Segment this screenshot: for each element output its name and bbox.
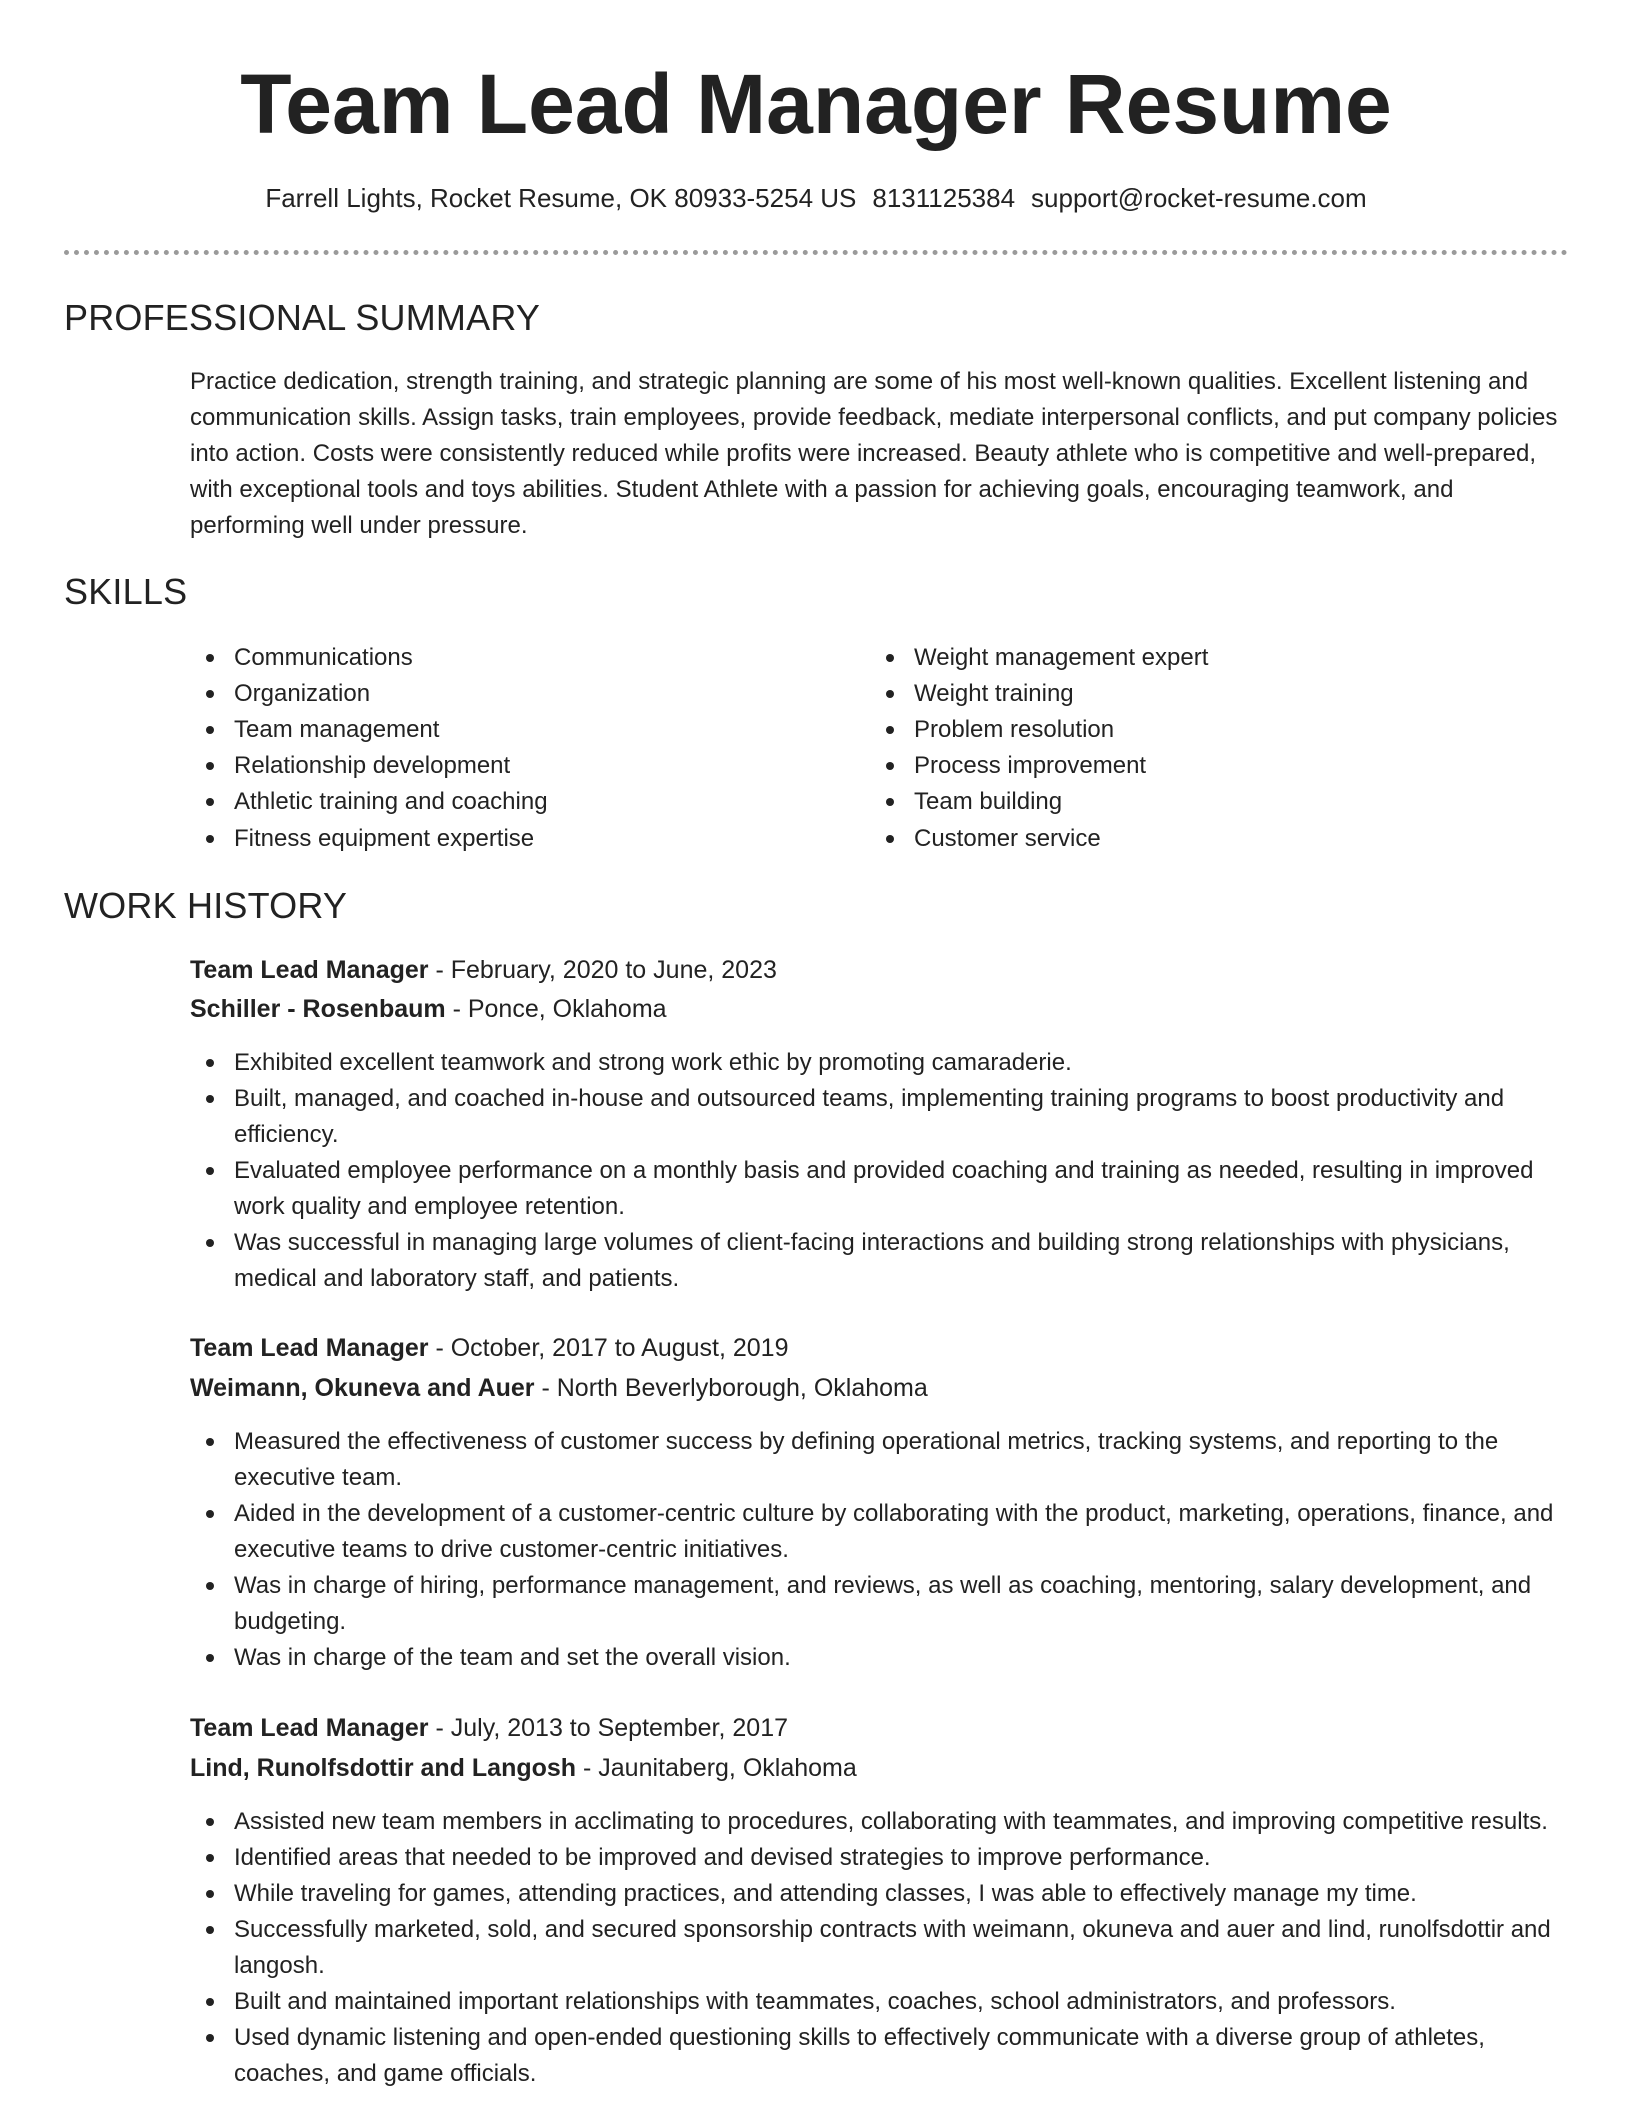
job-bullet: Was in charge of the team and set the overall vision. <box>190 1640 1570 1676</box>
skills-heading: SKILLS <box>64 571 188 612</box>
job-bullet: Was in charge of hiring, performance management, and reviews, as well as coaching, mentoring, salary development, and budgeting. <box>190 1568 1570 1640</box>
job-location: - Ponce, Oklahoma <box>445 995 667 1023</box>
job-location: - North Beverlyborough, Oklahoma <box>534 1374 928 1402</box>
contact-address: Farrell Lights, Rocket Resume, OK 80933-5254 US <box>265 183 857 213</box>
contact-phone: 8131125384 <box>872 183 1016 213</box>
job-bullet: Measured the effectiveness of customer success by defining operational metrics, tracking systems, and reporting to the executive team. <box>190 1424 1570 1496</box>
job-title-line <box>190 1710 788 1746</box>
job-company: Weimann, Okuneva and Auer <box>190 1374 535 1402</box>
job-bullet: While traveling for games, attending practices, and attending classes, I was able to effectively manage my time. <box>190 1876 1570 1912</box>
contact-email: support@rocket-resume.com <box>1031 183 1367 213</box>
job-company-line <box>190 1370 928 1406</box>
job-dates: - July, 2013 to September, 2017 <box>428 1714 789 1742</box>
skill-item: Organization <box>190 676 810 712</box>
job-bullets <box>190 1045 1570 1297</box>
job-bullet: Assisted new team members in acclimating to procedures, collaborating with teammates, and improving competitive results. <box>190 1804 1570 1840</box>
job-bullet: Successfully marketed, sold, and secured sponsorship contracts with weimann, okuneva and auer and lind, runolfsdottir and langosh. <box>190 1912 1570 1984</box>
job-company-line <box>190 991 667 1027</box>
job-bullet: Built, managed, and coached in-house and outsourced teams, implementing training programs to boost productivity and efficiency. <box>190 1081 1570 1153</box>
job-location: - Jaunitaberg, Oklahoma <box>576 1754 857 1782</box>
header-divider <box>64 250 1568 255</box>
job-bullets <box>190 1804 1570 2092</box>
skills-list-right <box>870 640 1490 857</box>
job-bullet: Built and maintained important relationships with teammates, coaches, school administrators, and professors. <box>190 1984 1570 2020</box>
contact-line <box>0 180 1632 216</box>
job-title: Team Lead Manager <box>190 1334 429 1362</box>
skill-item: Problem resolution <box>870 712 1490 748</box>
job-bullet: Aided in the development of a customer-centric culture by collaborating with the product, marketing, operations, finance, and executive teams to drive customer-centric initiatives. <box>190 1496 1570 1568</box>
job-company: Schiller - Rosenbaum <box>190 995 446 1023</box>
job-dates: - October, 2017 to August, 2019 <box>428 1334 789 1362</box>
skill-item: Weight training <box>870 676 1490 712</box>
work-heading: WORK HISTORY <box>64 885 348 926</box>
skill-item: Customer service <box>870 821 1490 857</box>
skill-item: Fitness equipment expertise <box>190 821 810 857</box>
skill-item: Process improvement <box>870 748 1490 784</box>
job-bullet: Used dynamic listening and open-ended questioning skills to effectively communicate with a diverse group of athletes, coaches, and game officials. <box>190 2020 1570 2092</box>
skill-item: Relationship development <box>190 748 810 784</box>
job-dates: - February, 2020 to June, 2023 <box>428 956 777 984</box>
job-title-line <box>190 952 777 988</box>
job-title: Team Lead Manager <box>190 1714 429 1742</box>
skill-item: Team management <box>190 712 810 748</box>
summary-heading: PROFESSIONAL SUMMARY <box>64 297 541 338</box>
resume-title: Team Lead Manager Resume <box>240 57 1392 151</box>
job-bullets <box>190 1424 1570 1676</box>
skill-item: Team building <box>870 784 1490 820</box>
job-company-line <box>190 1750 857 1786</box>
job-company: Lind, Runolfsdottir and Langosh <box>190 1754 577 1782</box>
skill-item: Weight management expert <box>870 640 1490 676</box>
skill-item: Communications <box>190 640 810 676</box>
summary-text: Practice dedication, strength training, and strategic planning are some of his most well-known qualities. Excellent listening and communication skills. Assign tasks, train employees, provide feedback, mediate interpersonal conflicts, and put company policies into action. Costs were consistently reduced while profits were increased. Beauty athlete who is competitive and well-prepared, with exceptional tools and toys abilities. Student Athlete with a passion for achieving goals, encouraging teamwork, and performing well under pressure. <box>190 368 1558 539</box>
job-title: Team Lead Manager <box>190 956 429 984</box>
job-bullet: Evaluated employee performance on a monthly basis and provided coaching and training as needed, resulting in improved work quality and employee retention. <box>190 1153 1570 1225</box>
skill-item: Athletic training and coaching <box>190 784 810 820</box>
job-bullet: Identified areas that needed to be improved and devised strategies to improve performance. <box>190 1840 1570 1876</box>
job-bullet: Exhibited excellent teamwork and strong work ethic by promoting camaraderie. <box>190 1045 1570 1081</box>
skills-list-left <box>190 640 810 857</box>
job-title-line <box>190 1330 789 1366</box>
job-bullet: Was successful in managing large volumes of client-facing interactions and building strong relationships with physicians, medical and laboratory staff, and patients. <box>190 1225 1570 1297</box>
